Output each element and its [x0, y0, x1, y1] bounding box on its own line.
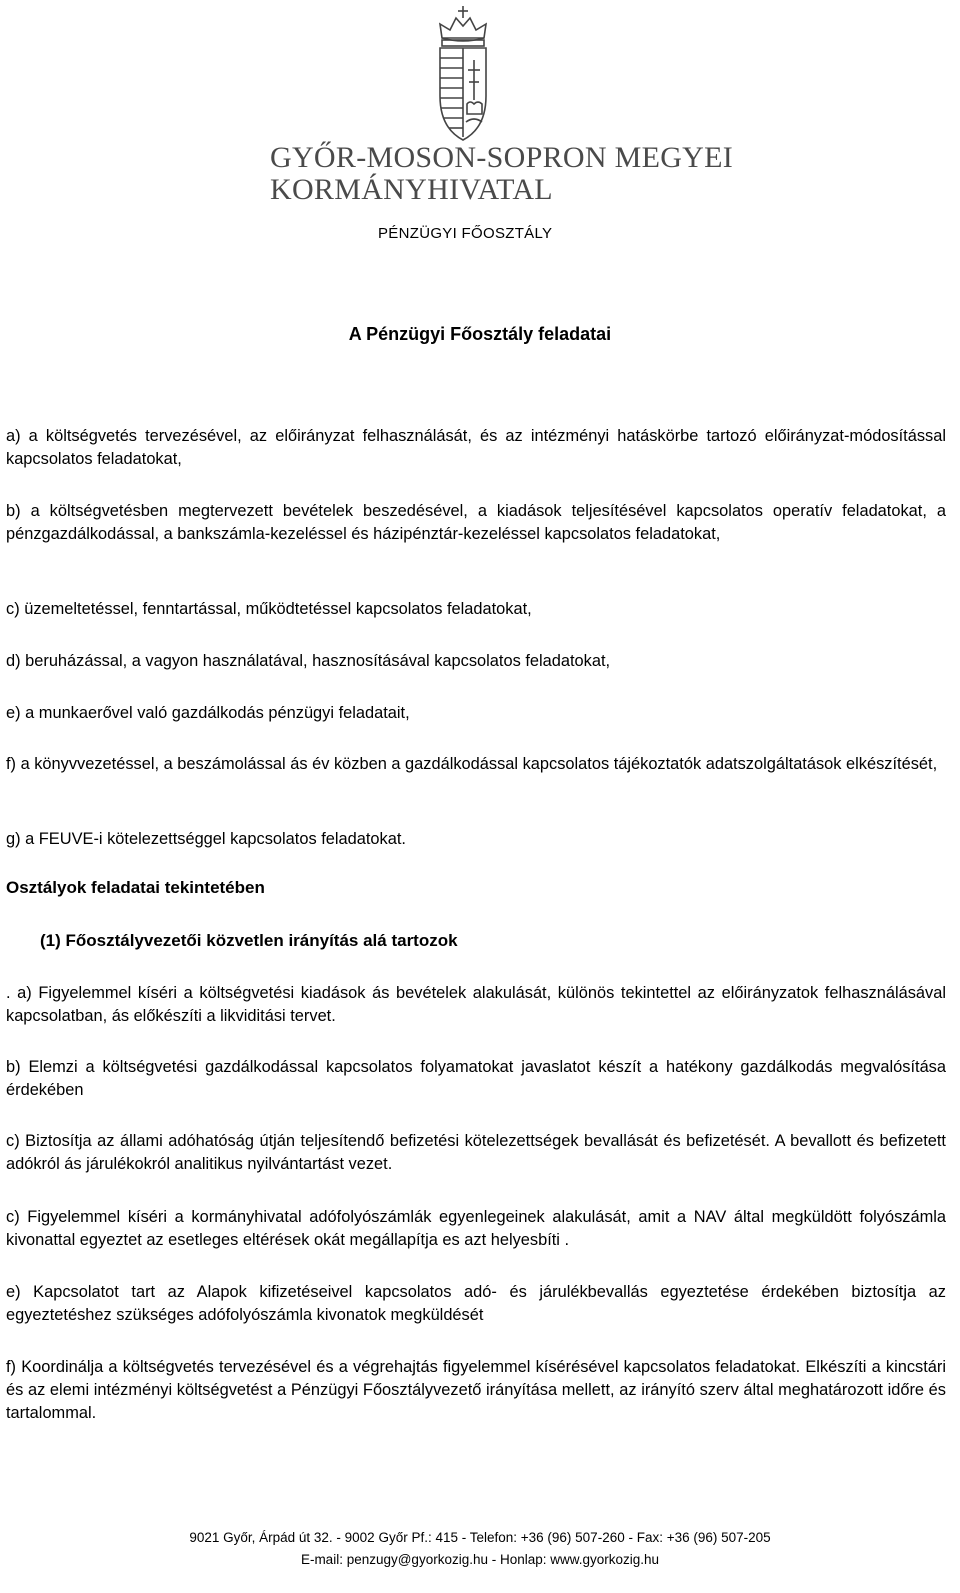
hungarian-coat-of-arms-icon — [432, 4, 494, 144]
subtask-a: . a) Figyelemmel kíséri a költségvetési kiadások ás bevételek alakulását, különös tekintettel az előirányzatok felhasználásával kapcsolatban, ás előkészíti a likviditási tervet. — [6, 984, 946, 1025]
organization-name — [270, 141, 734, 206]
organization-name-line-2: KORMÁNYHIVATAL — [270, 173, 553, 206]
footer — [0, 1527, 960, 1571]
subtask-c-accounts: c) Figyelemmel kíséri a kormányhivatal adófolyószámlák egyenlegeinek alakulását, amit a NAV által megküldött folyószámla kivonattal egyeztet az esetleges eltérések okát megállapítja es azt helyesbíti . — [6, 1208, 946, 1249]
task-f: f) a könyvvezetéssel, a beszámolással ás év közben a gazdálkodással kapcsolatos tájékoztatók adatszolgáltatások elkészítését, — [6, 755, 938, 773]
task-a: a) a költségvetés tervezésével, az előirányzat felhasználását, és az intézményi hatáskörbe tartozó előirányzat-módosítással kapcsolatos feladatokat, — [6, 427, 946, 468]
task-d: d) beruházással, a vagyon használatával, hasznosításával kapcsolatos feladatokat, — [6, 652, 611, 670]
task-g: g) a FEUVE-i kötelezettséggel kapcsolatos feladatokat. — [6, 830, 406, 848]
task-e: e) a munkaerővel való gazdálkodás pénzügyi feladatait, — [6, 704, 410, 722]
section-heading: Osztályok feladatai tekintetében — [6, 878, 265, 897]
footer-address-line: 9021 Győr, Árpád út 32. - 9002 Győr Pf.: 415 - Telefon: +36 (96) 507-260 - Fax: +36 (96) 507-205 — [189, 1530, 771, 1545]
subtask-b: b) Elemzi a költségvetési gazdálkodással kapcsolatos folyamatokat javaslatot készít a hatékony gazdálkodás megvalósítása érdekében — [6, 1058, 946, 1099]
document-title: A Pénzügyi Főosztály feladatai — [348, 324, 612, 344]
footer-contact-line: E-mail: penzugy@gyorkozig.hu - Honlap: www.gyorkozig.hu — [300, 1552, 660, 1567]
task-b: b) a költségvetésben megtervezett bevételek beszedésével, a kiadások teljesítésével kapcsolatos operatív feladatokat, a pénzgazdálkodással, a bankszámla-kezeléssel és házipénztár-kezeléssel kapcsolatos feladatokat, — [6, 502, 946, 543]
department-name: PÉNZÜGYI FŐOSZTÁLY — [378, 225, 553, 242]
subtask-f: f) Koordinálja a költségvetés tervezésével és a végrehajtás figyelemmel kísérésével kapcsolatos feladatokat. Elkészíti a kincstári és az elemi intézményi költségvetést a Pénzügyi Főosztályvezető irányítása mellett, az irányító szerv által meghatározott időre és tartalommal. — [6, 1358, 946, 1422]
subtask-c-tax: c) Biztosítja az állami adóhatóság útján teljesítendő befizetési kötelezettségek bevallását és befizetését. A bevallott és befizetett adókról ás járulékokról analitikus nyilvántartást vezet. — [6, 1132, 946, 1173]
subsection-heading: (1) Főosztályvezetői közvetlen irányítás alá tartozok — [40, 931, 458, 950]
organization-name-line-1: GYŐR-MOSON-SOPRON MEGYEI — [270, 141, 734, 174]
subtask-e: e) Kapcsolatot tart az Alapok kifizetéseivel kapcsolatos adó- és járulékbevallás egyeztetése érdekében biztosítja az egyeztetéshez szükséges adófolyószámla kivonatok megküldését — [6, 1283, 946, 1324]
task-c: c) üzemeltetéssel, fenntartással, működtetéssel kapcsolatos feladatokat, — [6, 600, 532, 618]
